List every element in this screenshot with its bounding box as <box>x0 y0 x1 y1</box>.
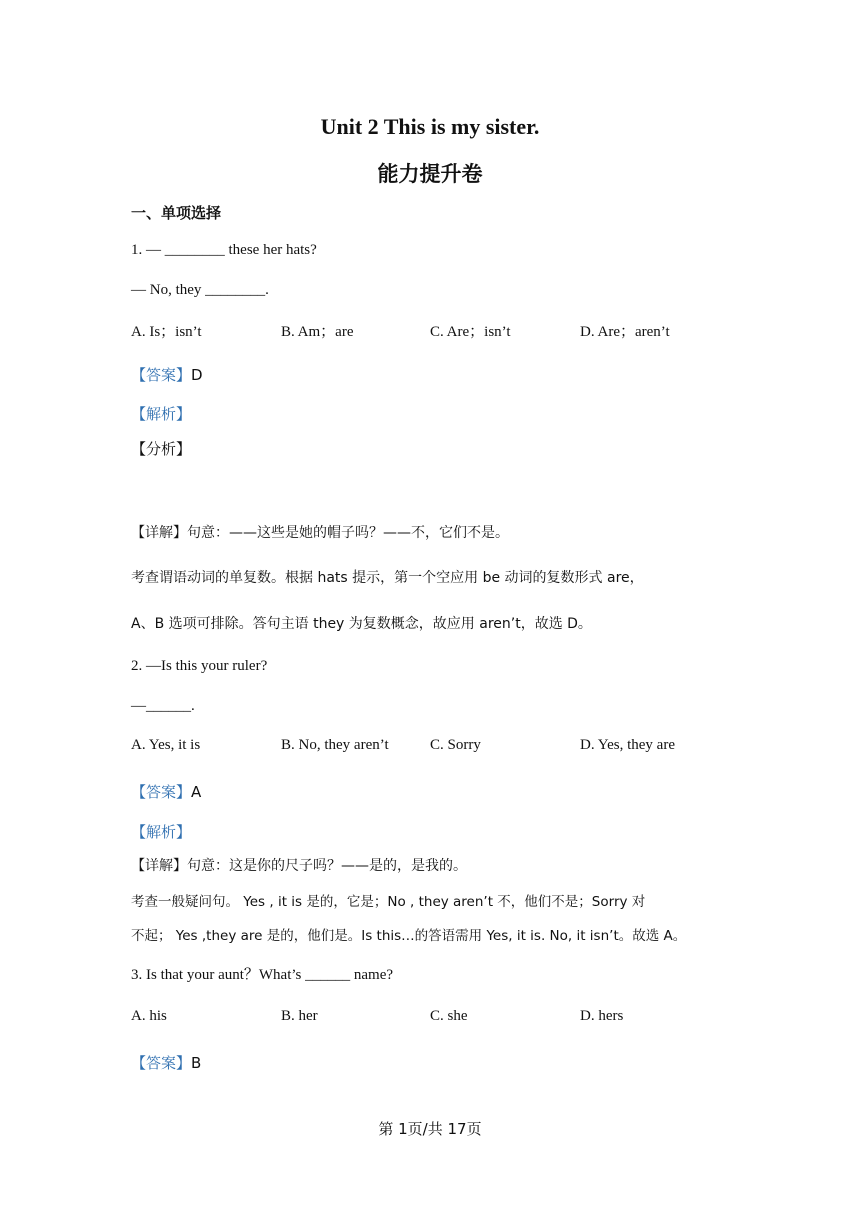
detail-tag: 【详解】 <box>131 525 187 541</box>
question-3-option-d: D. hers <box>580 1008 624 1024</box>
question-1-detail <box>131 522 509 542</box>
answer-value: A <box>191 783 202 801</box>
question-3-option-a: A. his <box>131 1008 167 1024</box>
question-2-line2: —______. <box>131 698 195 714</box>
question-1-option-a: A. Is；isn’t <box>131 324 202 340</box>
question-1-option-c: C. Are；isn’t <box>430 324 511 340</box>
answer-value: D <box>191 366 203 384</box>
answer-tag: 【答案】 <box>131 1054 192 1072</box>
question-1-analysis-tag: 【解析】 <box>131 405 192 423</box>
question-2-explanation-1: 考查一般疑问句。 Yes , it is 是的，它是；No , they aren’t 不，他们不是；Sorry 对 <box>131 894 646 910</box>
question-1-answer <box>131 364 203 385</box>
detail-tag: 【详解】 <box>131 858 187 874</box>
question-2-option-c: C. Sorry <box>430 737 481 753</box>
page-footer: 第 1页/共 17页 <box>378 1120 482 1138</box>
detail-text: 句意：这是你的尺子吗？——是的，是我的。 <box>187 858 467 874</box>
question-3-stem: 3. Is that your aunt？What’s ______ name? <box>131 967 394 983</box>
question-1-option-b: B. Am；are <box>281 324 354 340</box>
question-2-answer <box>131 781 201 802</box>
question-2-option-d: D. Yes, they are <box>580 737 675 753</box>
answer-value: B <box>191 1054 202 1072</box>
detail-text: 句意：——这些是她的帽子吗？——不，它们不是。 <box>187 525 509 541</box>
question-1-line2: — No, they ________. <box>131 282 269 298</box>
document-title: Unit 2 This is my sister. <box>320 114 540 139</box>
answer-tag: 【答案】 <box>131 783 192 801</box>
question-1-stem: 1. — ________ these her hats? <box>131 242 317 258</box>
section-heading: 一、单项选择 <box>131 204 222 222</box>
question-2-explanation-2: 不起； Yes ,they are 是的，他们是。Is this…的答语需用 Yes, it is. No, it isn’t。故选 A。 <box>131 928 687 944</box>
question-1-explanation-2: A、B 选项可排除。答句主语 they 为复数概念，故应用 aren’t，故选 D。 <box>131 616 592 632</box>
question-2-stem: 2. —Is this your ruler? <box>131 658 268 674</box>
question-2-detail <box>131 855 467 875</box>
question-1-fenxi-tag: 【分析】 <box>131 440 192 458</box>
question-2-option-a: A. Yes, it is <box>131 737 201 753</box>
question-3-option-b: B. her <box>281 1008 318 1024</box>
question-1-option-d: D. Are；aren’t <box>580 324 670 340</box>
document-subtitle: 能力提升卷 <box>377 162 483 186</box>
question-3-option-c: C. she <box>430 1008 468 1024</box>
question-2-option-b: B. No, they aren’t <box>281 737 389 753</box>
answer-tag: 【答案】 <box>131 366 192 384</box>
question-2-analysis-tag: 【解析】 <box>131 823 192 841</box>
question-1-explanation-1: 考查谓语动词的单复数。根据 hats 提示，第一个空应用 be 动词的复数形式 are， <box>131 570 644 586</box>
question-3-answer <box>131 1052 201 1073</box>
